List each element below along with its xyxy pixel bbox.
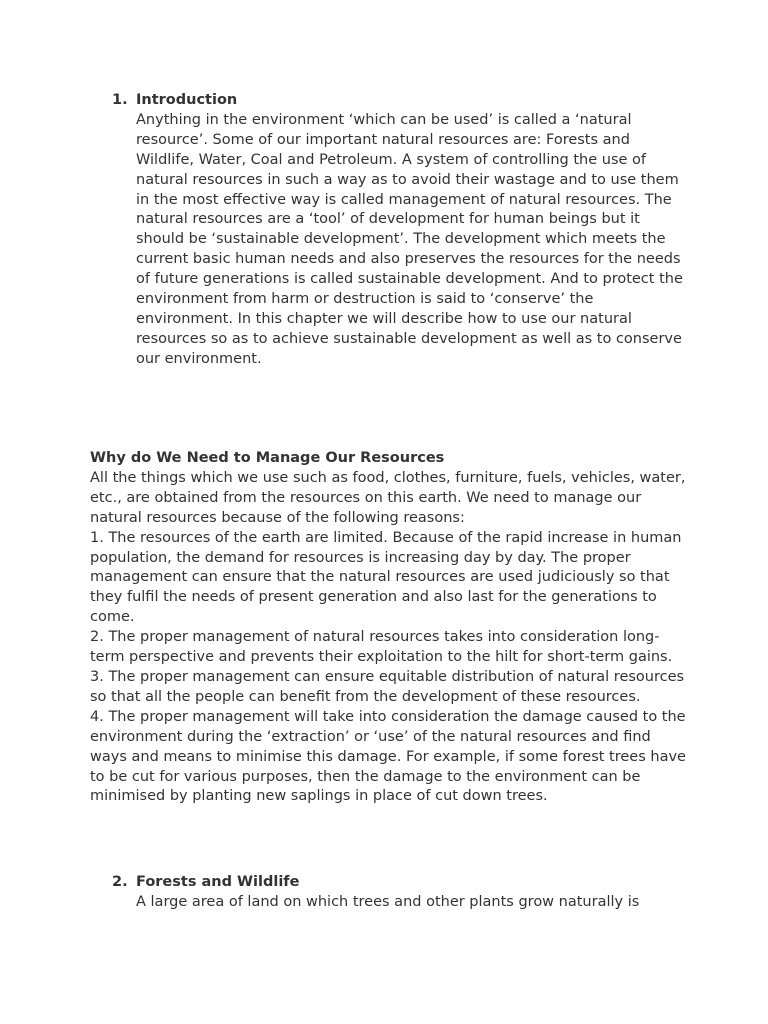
reason-item: 3. The proper management can ensure equitable distribution of natural resources so that all the people can benefit from the development of these resources. xyxy=(90,668,685,705)
section-body xyxy=(136,91,692,370)
section-paragraph: Anything in the environment ‘which can be used’ is called a ‘natural resource’. Some of our important natural resources are: Forests and Wildlife, Water, Coal and Petroleum. A system of controlling the use of natural resources in such a way as to avoid their wastage and to use them in the most effective way is called management of natural resources. The natural resources are a ‘tool’ of development for human beings but it should be ‘sustainable development’. The development which meets the current basic human needs and also preserves the resources for the needs of future generations is called sustainable development. And to protect the environment from harm or destruction is said to ‘conserve’ the environment. In this chapter we will describe how to use our natural resources so as to achieve sustainable development as well as to conserve our environment. xyxy=(136,111,683,367)
section-introduction xyxy=(112,91,692,370)
reason-item: 1. The resources of the earth are limited. Because of the rapid increase in human population, the demand for resources is increasing day by day. The proper management can ensure that the natural resources are used judiciously so that they fulfil the needs of present generation and also last for the generations to come. xyxy=(90,529,682,626)
reason-item: 4. The proper management will take into consideration the damage caused to the environment during the ‘extraction’ or ‘use’ of the natural resources and find ways and means to minimise this damage. For example, if some forest trees have to be cut for various purposes, then the damage to the environment can be minimised by planting new saplings in place of cut down trees. xyxy=(90,708,686,805)
section-heading: Introduction xyxy=(136,92,238,108)
section-heading: Why do We Need to Manage Our Resources xyxy=(90,450,445,466)
section-forests-wildlife xyxy=(112,873,692,913)
section-why-manage xyxy=(90,449,690,807)
section-heading: Forests and Wildlife xyxy=(136,874,300,890)
section-number: 2. xyxy=(112,874,128,890)
section-number: 1. xyxy=(112,92,128,108)
reason-item: 2. The proper management of natural resources takes into consideration long-term perspective and prevents their exploitation to the hilt for short-term gains. xyxy=(90,629,673,666)
section-body xyxy=(136,873,692,913)
section-intro-paragraph: All the things which we use such as food, clothes, furniture, fuels, vehicles, water, etc., are obtained from the resources on this earth. We need to manage our natural resources because of the following reasons: xyxy=(90,469,686,526)
section-paragraph: A large area of land on which trees and other plants grow naturally is xyxy=(136,893,640,910)
